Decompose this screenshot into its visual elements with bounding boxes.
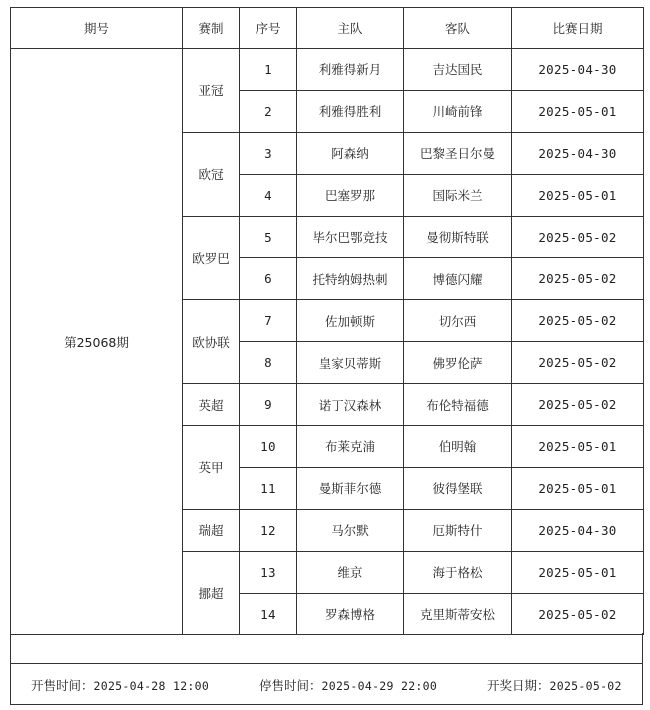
match-number: 2	[240, 90, 297, 132]
sale-info-footer	[10, 664, 643, 705]
match-date: 2025-04-30	[512, 509, 644, 551]
header-match-date: 比赛日期	[512, 8, 644, 49]
competition-name: 英甲	[183, 426, 240, 510]
competition-name: 亚冠	[183, 49, 240, 133]
sale-end-label: 停售时间：	[259, 678, 322, 693]
home-team: 马尔默	[297, 509, 404, 551]
match-number: 1	[240, 49, 297, 91]
match-number: 3	[240, 132, 297, 174]
home-team: 利雅得新月	[297, 49, 404, 91]
match-body	[11, 49, 644, 635]
home-team: 皇家贝蒂斯	[297, 342, 404, 384]
header-issue: 期号	[11, 8, 183, 49]
match-date: 2025-05-01	[512, 90, 644, 132]
home-team: 利雅得胜利	[297, 90, 404, 132]
header-row	[11, 8, 644, 49]
home-team: 罗森博格	[297, 593, 404, 635]
home-team: 托特纳姆热刺	[297, 258, 404, 300]
away-team: 吉达国民	[404, 49, 512, 91]
away-team: 伯明翰	[404, 426, 512, 468]
match-number: 12	[240, 509, 297, 551]
away-team: 曼彻斯特联	[404, 216, 512, 258]
match-date: 2025-05-02	[512, 384, 644, 426]
match-number: 14	[240, 593, 297, 635]
issue-number: 第25068期	[11, 49, 183, 635]
away-team: 海于格松	[404, 551, 512, 593]
header-no: 序号	[240, 8, 297, 49]
match-date: 2025-05-02	[512, 342, 644, 384]
match-date: 2025-05-01	[512, 551, 644, 593]
match-number: 9	[240, 384, 297, 426]
competition-name: 瑞超	[183, 509, 240, 551]
home-team: 维京	[297, 551, 404, 593]
away-team: 克里斯蒂安松	[404, 593, 512, 635]
match-date: 2025-05-02	[512, 216, 644, 258]
match-date: 2025-04-30	[512, 49, 644, 91]
away-team: 厄斯特什	[404, 509, 512, 551]
draw-date-value: 2025-05-02	[549, 679, 622, 693]
match-date: 2025-05-02	[512, 258, 644, 300]
match-date: 2025-05-01	[512, 426, 644, 468]
match-table	[10, 7, 644, 635]
home-team: 诺丁汉森林	[297, 384, 404, 426]
draw-date	[487, 676, 622, 694]
sale-end-value: 2025-04-29 22:00	[321, 679, 438, 693]
sale-end	[259, 676, 437, 694]
competition-name: 英超	[183, 384, 240, 426]
match-number: 13	[240, 551, 297, 593]
header-home-team: 主队	[297, 8, 404, 49]
match-date: 2025-05-02	[512, 300, 644, 342]
competition-name: 欧冠	[183, 132, 240, 216]
blank-row	[10, 633, 643, 664]
home-team: 阿森纳	[297, 132, 404, 174]
home-team: 布莱克浦	[297, 426, 404, 468]
match-date: 2025-05-01	[512, 467, 644, 509]
header-competition: 赛制	[183, 8, 240, 49]
match-number: 8	[240, 342, 297, 384]
competition-name: 挪超	[183, 551, 240, 635]
away-team: 川崎前锋	[404, 90, 512, 132]
table-row	[11, 49, 644, 91]
away-team: 布伦特福德	[404, 384, 512, 426]
competition-name: 欧协联	[183, 300, 240, 384]
home-team: 巴塞罗那	[297, 174, 404, 216]
match-number: 5	[240, 216, 297, 258]
match-number: 4	[240, 174, 297, 216]
match-number: 6	[240, 258, 297, 300]
sale-start-label: 开售时间：	[31, 678, 94, 693]
match-date: 2025-05-01	[512, 174, 644, 216]
sale-start	[31, 676, 209, 694]
match-number: 11	[240, 467, 297, 509]
sale-start-value: 2025-04-28 12:00	[93, 679, 210, 693]
match-date: 2025-04-30	[512, 132, 644, 174]
away-team: 巴黎圣日尔曼	[404, 132, 512, 174]
home-team: 佐加顿斯	[297, 300, 404, 342]
draw-date-label: 开奖日期：	[487, 678, 550, 693]
away-team: 彼得堡联	[404, 467, 512, 509]
match-schedule-sheet	[10, 7, 642, 705]
away-team: 国际米兰	[404, 174, 512, 216]
competition-name: 欧罗巴	[183, 216, 240, 300]
home-team: 毕尔巴鄂竞技	[297, 216, 404, 258]
header-away-team: 客队	[404, 8, 512, 49]
away-team: 博德闪耀	[404, 258, 512, 300]
match-number: 10	[240, 426, 297, 468]
away-team: 佛罗伦萨	[404, 342, 512, 384]
match-number: 7	[240, 300, 297, 342]
home-team: 曼斯菲尔德	[297, 467, 404, 509]
match-date: 2025-05-02	[512, 593, 644, 635]
away-team: 切尔西	[404, 300, 512, 342]
